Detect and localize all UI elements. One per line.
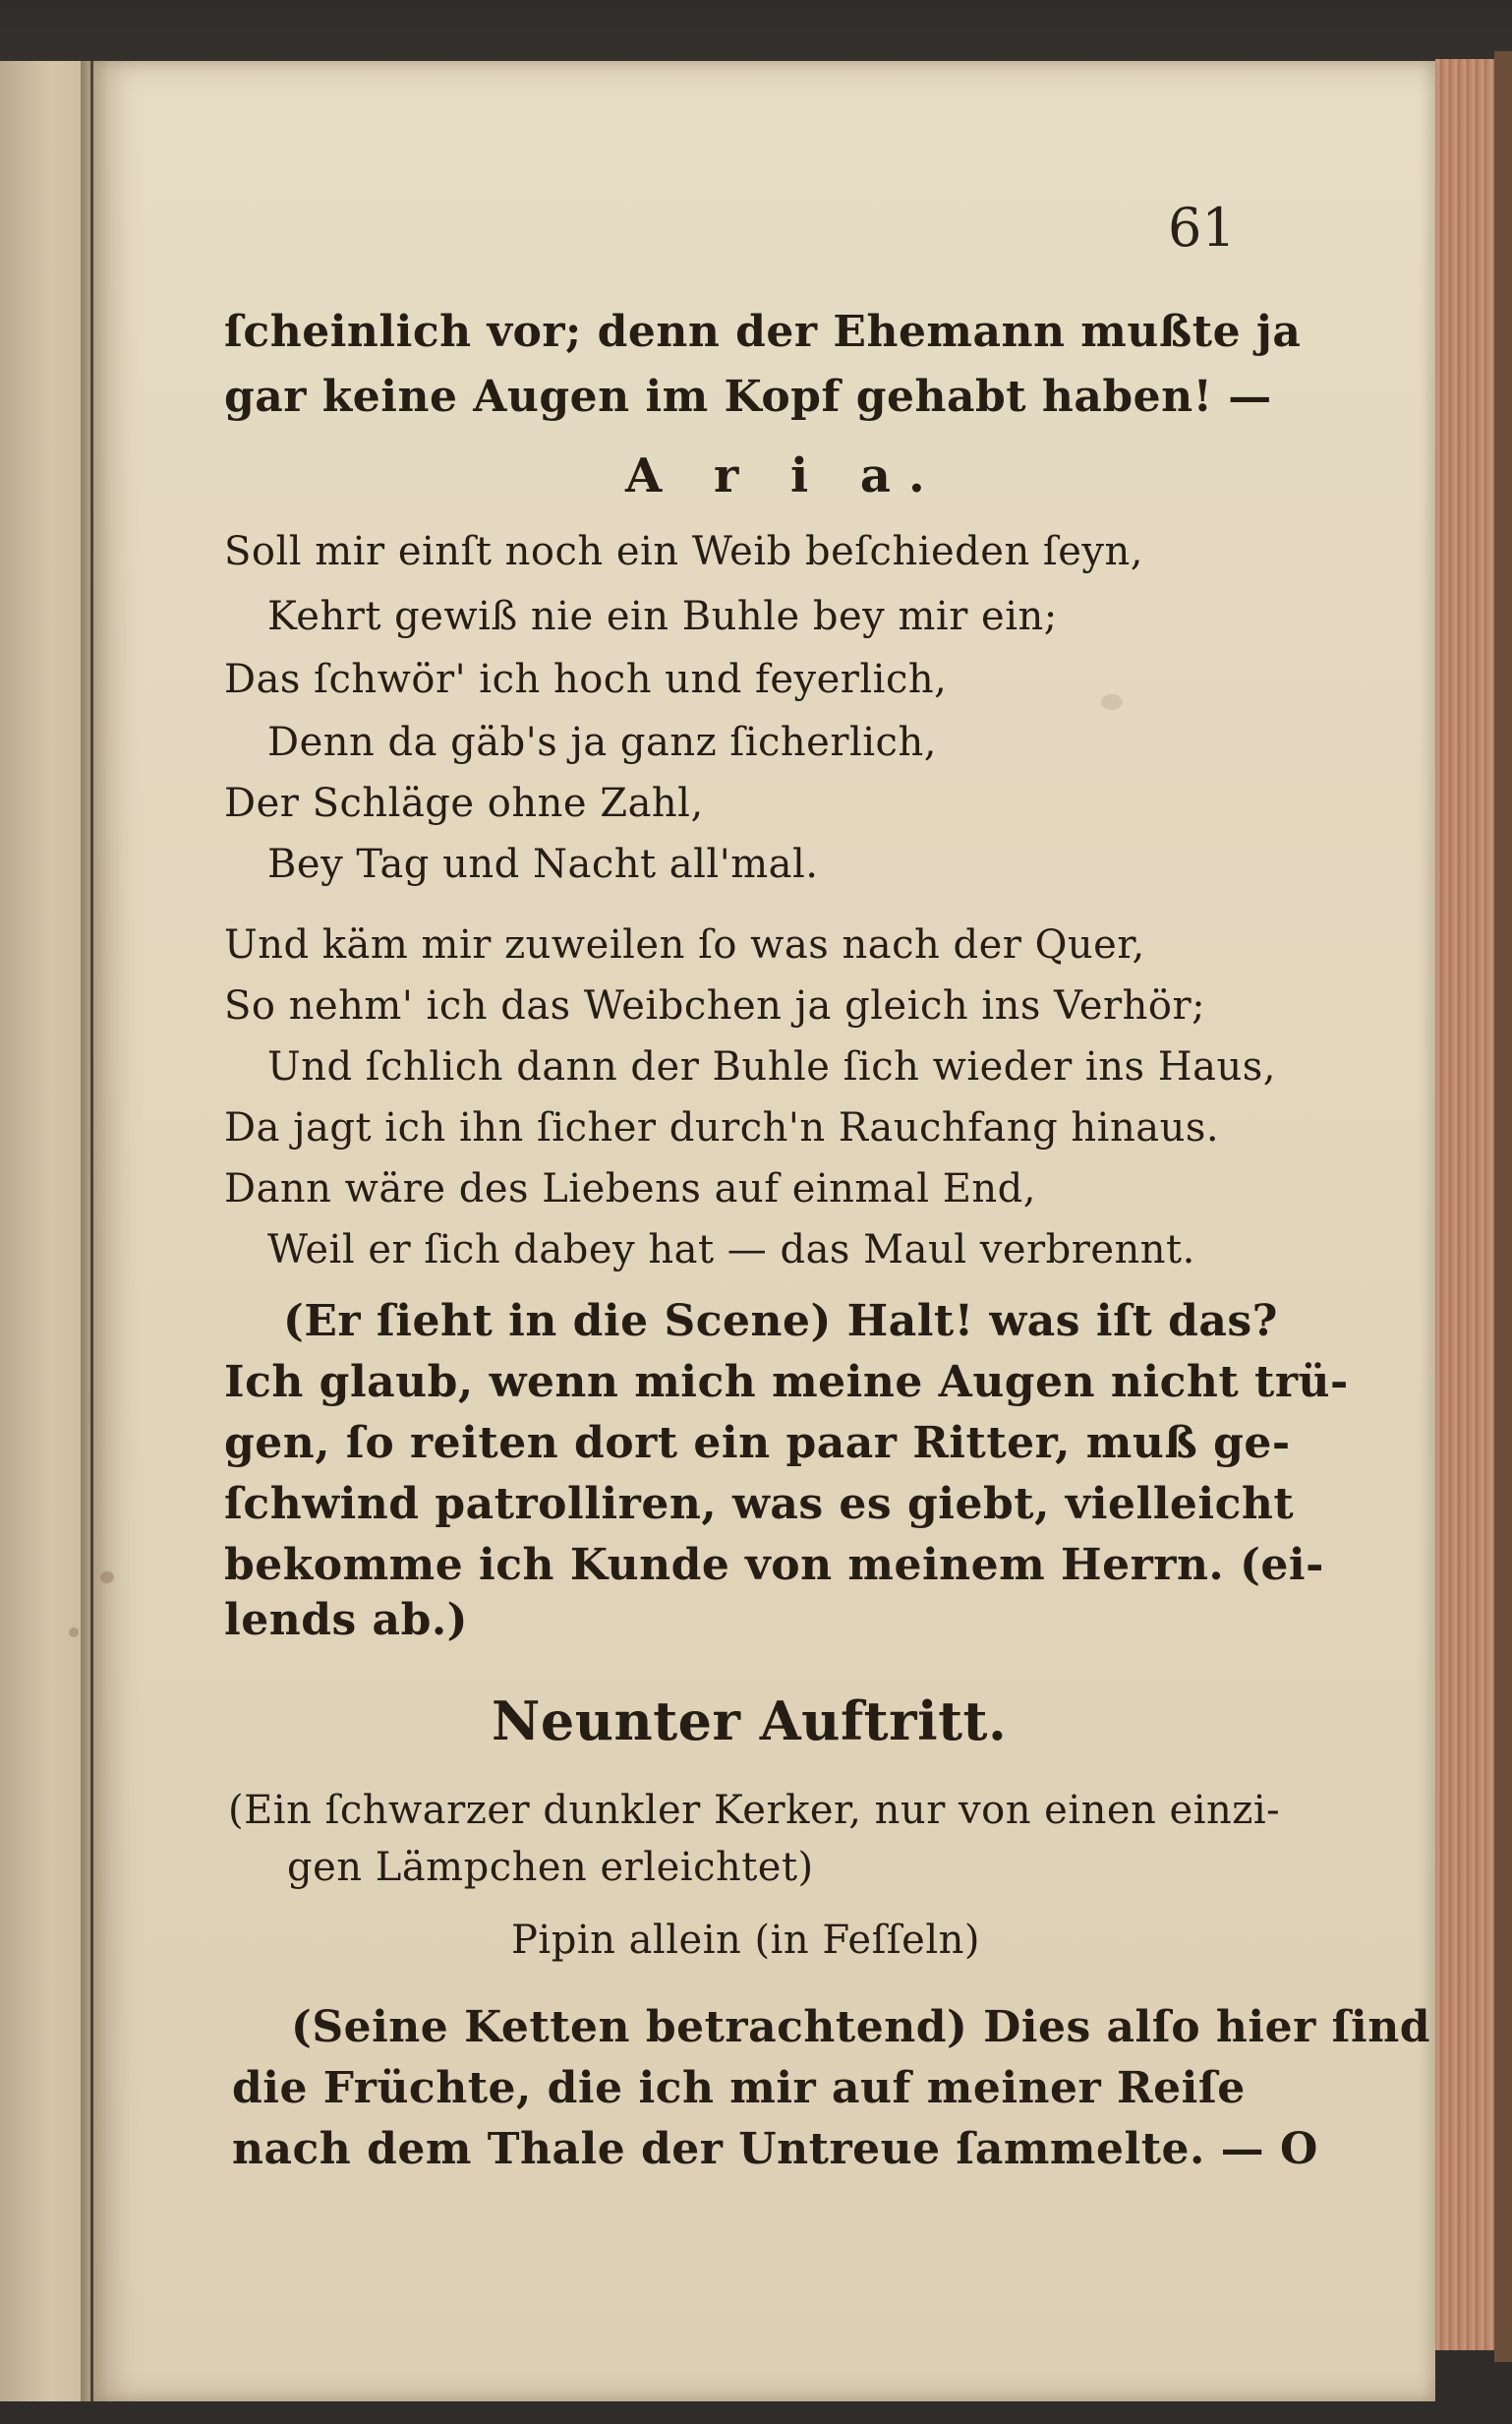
scene-heading: Neunter Auftritt. bbox=[492, 1689, 1008, 1752]
ink-spot bbox=[1101, 694, 1123, 710]
verse-line: Kehrt gewiß nie ein Buhle bey mir ein; bbox=[267, 594, 1058, 639]
verse-line: Der Schläge ohne Zahl, bbox=[224, 781, 704, 826]
stage-direction: gen Lämpchen erleichtet) bbox=[287, 1845, 814, 1890]
verse-line: Und käm mir zuweilen ſo was nach der Quer, bbox=[224, 922, 1145, 968]
left-page-edge bbox=[0, 61, 90, 2401]
text-line: ſchwind patrolliren, was es giebt, vielleicht bbox=[224, 1479, 1295, 1529]
text-line: Ich glaub, wenn mich meine Augen nicht trü- bbox=[224, 1357, 1349, 1407]
text-line: gen, ſo reiten dort ein paar Ritter, muß ge- bbox=[224, 1418, 1291, 1468]
character-line: Pipin allein (in Feſſeln) bbox=[511, 1918, 981, 1963]
page-gutter bbox=[81, 61, 108, 2401]
text-line: lends ab.) bbox=[224, 1595, 468, 1645]
text-line: die Früchte, die ich mir auf meiner Reiſe bbox=[232, 2063, 1246, 2113]
text-line: bekomme ich Kunde von meinem Herrn. (ei- bbox=[224, 1540, 1324, 1590]
verse-line: So nehm' ich das Weibchen ja gleich ins Verhör; bbox=[224, 983, 1206, 1029]
verse-line: Dann wäre des Liebens auf einmal End, bbox=[224, 1166, 1036, 1212]
text-line: ſcheinlich vor; denn der Ehemann mußte ja bbox=[224, 307, 1302, 357]
verse-line: Das ſchwör' ich hoch und feyerlich, bbox=[224, 657, 948, 702]
verse-line: Denn da gäb's ja ganz ſicherlich, bbox=[267, 720, 937, 765]
aria-heading: A r i a. bbox=[625, 448, 943, 503]
verse-line: Da jagt ich ihn ſicher durch'n Rauchfang hinaus. bbox=[224, 1105, 1220, 1151]
page-block-edge bbox=[1435, 59, 1500, 2350]
ink-spot bbox=[69, 1627, 79, 1637]
text-line: nach dem Thale der Untreue ſammelte. — O bbox=[232, 2124, 1318, 2174]
verse-line: Und ſchlich dann der Buhle ſich wieder ins Haus, bbox=[267, 1044, 1276, 1090]
page-number: 61 bbox=[1168, 197, 1236, 259]
ink-spot bbox=[100, 1571, 114, 1583]
verse-line: Bey Tag und Nacht all'mal. bbox=[267, 842, 819, 887]
text-line: (Seine Ketten betrachtend) Dies alſo hier ſind bbox=[291, 2002, 1430, 2052]
verse-line: Soll mir einſt noch ein Weib beſchieden ſeyn, bbox=[224, 529, 1143, 574]
text-line: (Er ſieht in die Scene) Halt! was iſt das? bbox=[283, 1296, 1278, 1346]
text-line: gar keine Augen im Kopf gehabt haben! — bbox=[224, 372, 1272, 422]
stage-direction: (Ein ſchwarzer dunkler Kerker, nur von einen einzi- bbox=[228, 1788, 1281, 1833]
verse-line: Weil er ſich dabey hat — das Maul verbrennt. bbox=[267, 1227, 1195, 1272]
cover-edge bbox=[1494, 51, 1512, 2362]
